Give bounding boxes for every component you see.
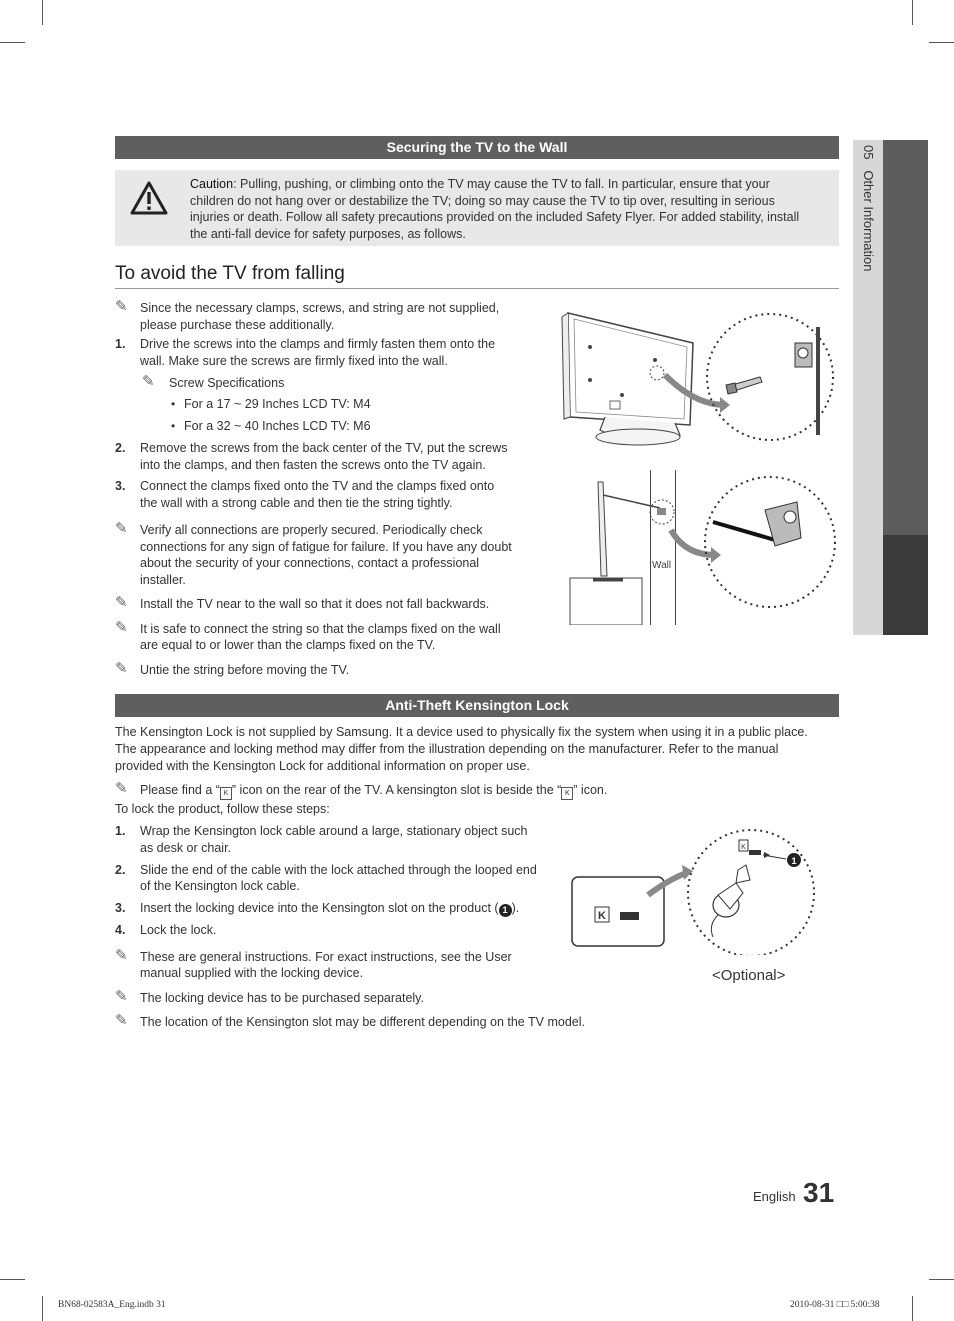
note-pencil-icon: ✎ — [115, 947, 128, 964]
caution-line: children do not hang over or destabilize the TV; doing so may cause the TV to tip over, resulting in serious — [190, 193, 775, 208]
intro-text: provided with the Kensington Lock for additional information on proper use. — [115, 759, 530, 773]
callout-marker: 1 — [499, 904, 512, 917]
step-number: 3. — [115, 479, 126, 493]
note-text-part: ” icon. — [573, 783, 608, 797]
crop-mark — [929, 42, 954, 43]
print-info-right: 2010-08-31 □□ 5:00:38 — [790, 1300, 880, 1310]
note-pencil-icon: ✎ — [115, 298, 128, 315]
step-text: Wrap the Kensington lock cable around a large, stationary object such — [140, 824, 528, 838]
print-info-left: BN68-02583A_Eng.indb 31 — [58, 1300, 166, 1310]
note-text: The locking device has to be purchased separately. — [140, 991, 424, 1005]
spec-item: For a 17 ~ 29 Inches LCD TV: M4 — [184, 397, 371, 411]
kensington-illustration — [568, 825, 823, 955]
caution-line: : Pulling, pushing, or climbing onto the TV may cause the TV to fall. In particular, ensure that your — [233, 177, 770, 191]
step-text-part: Insert the locking device into the Kensington slot on the product ( — [140, 901, 499, 915]
tv-back-illustration — [560, 305, 840, 455]
kensington-icon: K — [220, 787, 232, 800]
callout-marker: 1 — [791, 856, 797, 866]
note-pencil-icon: ✎ — [115, 660, 128, 677]
note-text: please purchase these additionally. — [140, 318, 335, 332]
step-text: Slide the end of the cable with the lock attached through the looped end — [140, 863, 537, 877]
page-number: 31 — [803, 1177, 835, 1208]
step-number: 1. — [115, 824, 126, 838]
caution-box — [115, 170, 839, 246]
chapter-label — [861, 145, 876, 271]
step-text — [140, 900, 519, 917]
warning-icon — [129, 180, 169, 221]
crop-mark — [0, 1279, 25, 1280]
caution-text — [190, 176, 830, 242]
note-text: It is safe to connect the string so that the clamps fixed on the wall — [140, 622, 501, 636]
bullet-dot: • — [171, 397, 176, 411]
step-text: of the Kensington lock cable. — [140, 879, 300, 893]
intro-text: The Kensington Lock is not supplied by Samsung. It a device used to physically fix the system when using it in a public place. — [115, 725, 808, 739]
kensington-icon: K — [598, 910, 606, 922]
note-pencil-icon: ✎ — [115, 619, 128, 636]
step-text: into the clamps, and then fasten the screws onto the TV again. — [140, 458, 486, 472]
wall-label: Wall — [652, 560, 672, 571]
step-text: Lock the lock. — [140, 923, 217, 937]
chapter-title: Other Information — [861, 170, 876, 272]
crop-mark — [0, 42, 25, 43]
bullet-dot: • — [171, 419, 176, 433]
note-pencil-icon: ✎ — [115, 988, 128, 1005]
note-text: are equal to or lower than the clamps fixed on the TV. — [140, 638, 436, 652]
note-text — [140, 782, 607, 800]
heading-avoid-falling: To avoid the TV from falling — [115, 263, 345, 284]
step-text: the wall with a strong cable and then tie the string tightly. — [140, 496, 453, 510]
crop-mark — [912, 1296, 913, 1321]
kensington-icon: K — [561, 787, 573, 800]
crop-mark — [42, 1296, 43, 1321]
section-title-wall-mount: Securing the TV to the Wall — [115, 136, 839, 159]
note-text-part: Please find a “ — [140, 783, 220, 797]
intro-text: The appearance and locking method may differ from the illustration depending on the manufacturer. Refer to the manual — [115, 742, 779, 756]
footer-language: English — [753, 1189, 796, 1204]
spec-title: Screw Specifications — [169, 376, 285, 390]
chapter-tab-marker — [883, 535, 928, 635]
note-text: These are general instructions. For exact instructions, see the User — [140, 950, 512, 964]
step-text: Drive the screws into the clamps and firmly fasten them onto the — [140, 337, 496, 351]
note-pencil-icon: ✎ — [115, 594, 128, 611]
note-pencil-icon: ✎ — [115, 780, 128, 797]
step-text: Connect the clamps fixed onto the TV and the clamps fixed onto — [140, 479, 495, 493]
step-text-part: ). — [511, 901, 520, 915]
note-text: Verify all connections are properly secured. Periodically check — [140, 523, 483, 537]
note-text: The location of the Kensington slot may be different depending on the TV model. — [140, 1015, 585, 1029]
note-pencil-icon: ✎ — [142, 373, 155, 390]
note-text: Install the TV near to the wall so that it does not fall backwards. — [140, 597, 490, 611]
step-number: 4. — [115, 923, 126, 937]
step-number: 3. — [115, 901, 126, 915]
note-text: installer. — [140, 573, 186, 587]
note-text-part: ” icon on the rear of the TV. A kensington slot is beside the “ — [231, 783, 562, 797]
step-number: 2. — [115, 441, 126, 455]
crop-mark — [929, 1279, 954, 1280]
note-pencil-icon: ✎ — [115, 520, 128, 537]
step-text: as desk or chair. — [140, 841, 232, 855]
note-text: about the security of your connections, contact a professional — [140, 556, 480, 570]
note-text: Since the necessary clamps, screws, and string are not supplied, — [140, 301, 500, 315]
heading-rule — [115, 288, 839, 289]
chapter-number: 05 — [861, 145, 876, 160]
spec-item: For a 32 ~ 40 Inches LCD TV: M6 — [184, 419, 371, 433]
note-text: connections for any sign of fatigue for failure. If you have any doubt — [140, 540, 512, 554]
step-text: Remove the screws from the back center of the TV, put the screws — [140, 441, 508, 455]
crop-mark — [42, 0, 43, 25]
crop-mark — [912, 0, 913, 25]
optional-label: <Optional> — [712, 967, 786, 984]
caution-line: injuries or death. Follow all safety precautions provided on the included Safety Flyer. For added stability, install — [190, 210, 800, 224]
caution-label: Caution — [190, 177, 234, 191]
tv-side-illustration — [565, 470, 845, 625]
section-title-kensington: Anti-Theft Kensington Lock — [115, 694, 839, 717]
kensington-icon: K — [741, 844, 746, 851]
step-number: 1. — [115, 337, 126, 351]
caution-line: the anti-fall device for safety purposes, as follows. — [190, 226, 466, 241]
steps-intro: To lock the product, follow these steps: — [115, 802, 330, 816]
note-text: manual supplied with the locking device. — [140, 966, 364, 980]
step-number: 2. — [115, 863, 126, 877]
step-text: wall. Make sure the screws are firmly fixed into the wall. — [140, 354, 448, 368]
note-pencil-icon: ✎ — [115, 1012, 128, 1029]
note-text: Untie the string before moving the TV. — [140, 663, 350, 677]
